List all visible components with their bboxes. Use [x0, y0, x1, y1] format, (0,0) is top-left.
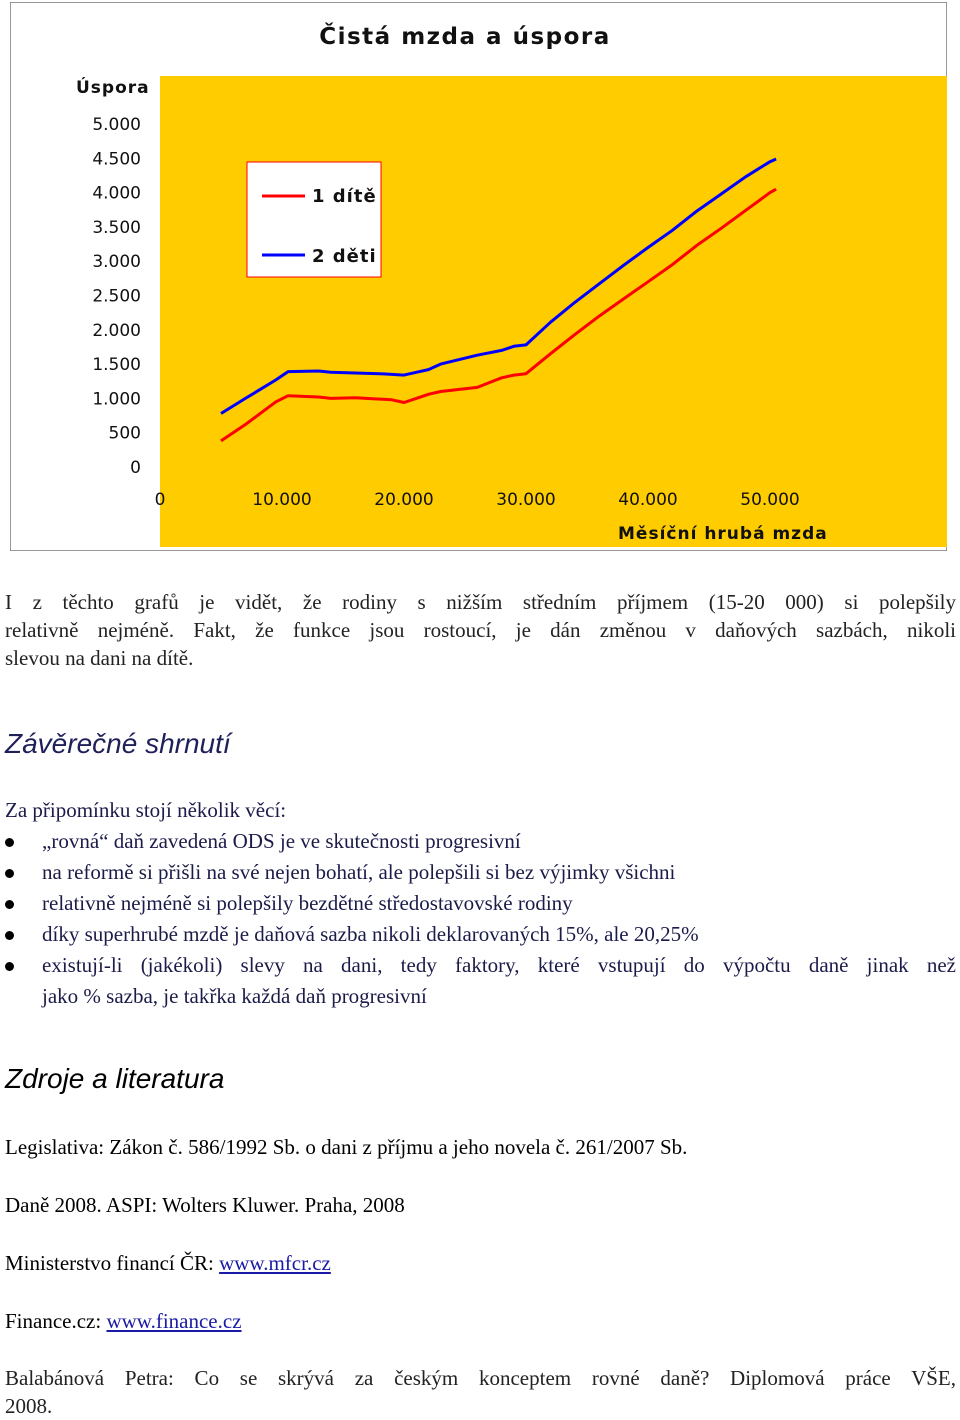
bullet-dot [5, 962, 14, 971]
plot-area [160, 76, 947, 547]
summary-bullet-list [0, 826, 960, 1012]
summary-heading: Závěrečné shrnutí [5, 728, 231, 759]
x-axis-label: Měsíční hrubá mzda [618, 524, 828, 544]
y-tick-label: 0 [130, 458, 141, 478]
bullet-dot [5, 931, 14, 940]
bullet-text: relativně nejméně si polepšily bezdětné středostavovské rodiny [42, 891, 573, 915]
x-tick-label: 50.000 [740, 490, 800, 510]
bullet-item [0, 826, 960, 857]
chart-canvas [10, 2, 947, 551]
source-thesis [5, 1364, 956, 1420]
bullet-text: „rovná“ daň zavedená ODS je ve skutečnosti progresivní [42, 829, 521, 853]
y-tick-label: 5.000 [92, 115, 141, 135]
y-tick-label: 1.500 [92, 355, 141, 376]
source-ministry [5, 1249, 331, 1277]
x-tick-label: 0 [154, 490, 166, 510]
intro-paragraph [5, 588, 956, 672]
bullet-text-continued: jako % sazba, je takřka každá daň progresivní [42, 984, 427, 1008]
bullet-item [0, 950, 960, 1012]
x-tick-label: 10.000 [252, 490, 312, 510]
bullet-item [0, 857, 960, 888]
bullet-dot [5, 900, 14, 909]
source-finance [5, 1307, 242, 1335]
legend-label-1-dite: 1 dítě [312, 186, 377, 207]
chart-title: Čistá mzda a úspora [319, 24, 611, 50]
sources-heading: Zdroje a literatura [5, 1063, 225, 1094]
y-tick-label: 3.000 [92, 252, 141, 273]
bullet-item [0, 888, 960, 919]
y-axis-label: Úspora [76, 78, 150, 98]
finance-link[interactable]: www.finance.cz [106, 1309, 242, 1333]
chart [10, 2, 947, 551]
bullet-dot [5, 869, 14, 878]
bullet-dot [5, 838, 14, 847]
bullet-item [0, 919, 960, 950]
intro-line: relativně nejméně. Fakt, že funkce jsou rostoucí, je dán změnou v daňových sazbách, nikoli [5, 618, 956, 642]
y-tick-label: 2.000 [92, 320, 141, 341]
legend-label-2-deti: 2 děti [312, 246, 377, 267]
y-tick-label: 500 [108, 423, 141, 444]
source-thesis-line: 2008. [5, 1394, 53, 1418]
mfcr-link[interactable]: www.mfcr.cz [219, 1251, 331, 1275]
x-tick-label: 40.000 [618, 490, 678, 510]
bullet-text: na reformě si přišli na své nejen bohatí, ale polepšili si bez výjimky všichni [42, 860, 676, 884]
source-dane: Daně 2008. ASPI: Wolters Kluwer. Praha, 2008 [5, 1193, 405, 1217]
y-tick-label: 4.500 [92, 149, 141, 170]
intro-line: I z těchto grafů je vidět, že rodiny s nižším středním příjmem (15-20 000) si polepšily [5, 590, 956, 614]
bullet-text: existují-li (jakékoli) slevy na dani, tedy faktory, které vstupují do výpočtu daně jinak než [42, 953, 956, 977]
y-tick-label: 2.500 [92, 286, 141, 307]
intro-line: slevou na dani na dítě. [5, 646, 194, 670]
source-ministry-label: Ministerstvo financí ČR: [5, 1251, 220, 1275]
source-finance-label: Finance.cz: [5, 1309, 107, 1333]
source-legislation: Legislativa: Zákon č. 586/1992 Sb. o dani z příjmu a jeho novela č. 261/2007 Sb. [5, 1135, 688, 1159]
x-tick-label: 20.000 [374, 490, 434, 510]
summary-intro: Za připomínku stojí několik věcí: [5, 798, 287, 822]
legend [247, 162, 381, 277]
bullet-text: díky superhrubé mzdě je daňová sazba nikoli deklarovaných 15%, ale 20,25% [42, 922, 699, 946]
x-tick-label: 30.000 [496, 490, 556, 510]
source-thesis-line: Balabánová Petra: Co se skrývá za českým konceptem rovné daně? Diplomová práce VŠE, [5, 1366, 956, 1390]
y-tick-label: 3.500 [92, 217, 141, 238]
y-tick-label: 1.000 [92, 389, 141, 410]
y-tick-label: 4.000 [92, 183, 141, 204]
